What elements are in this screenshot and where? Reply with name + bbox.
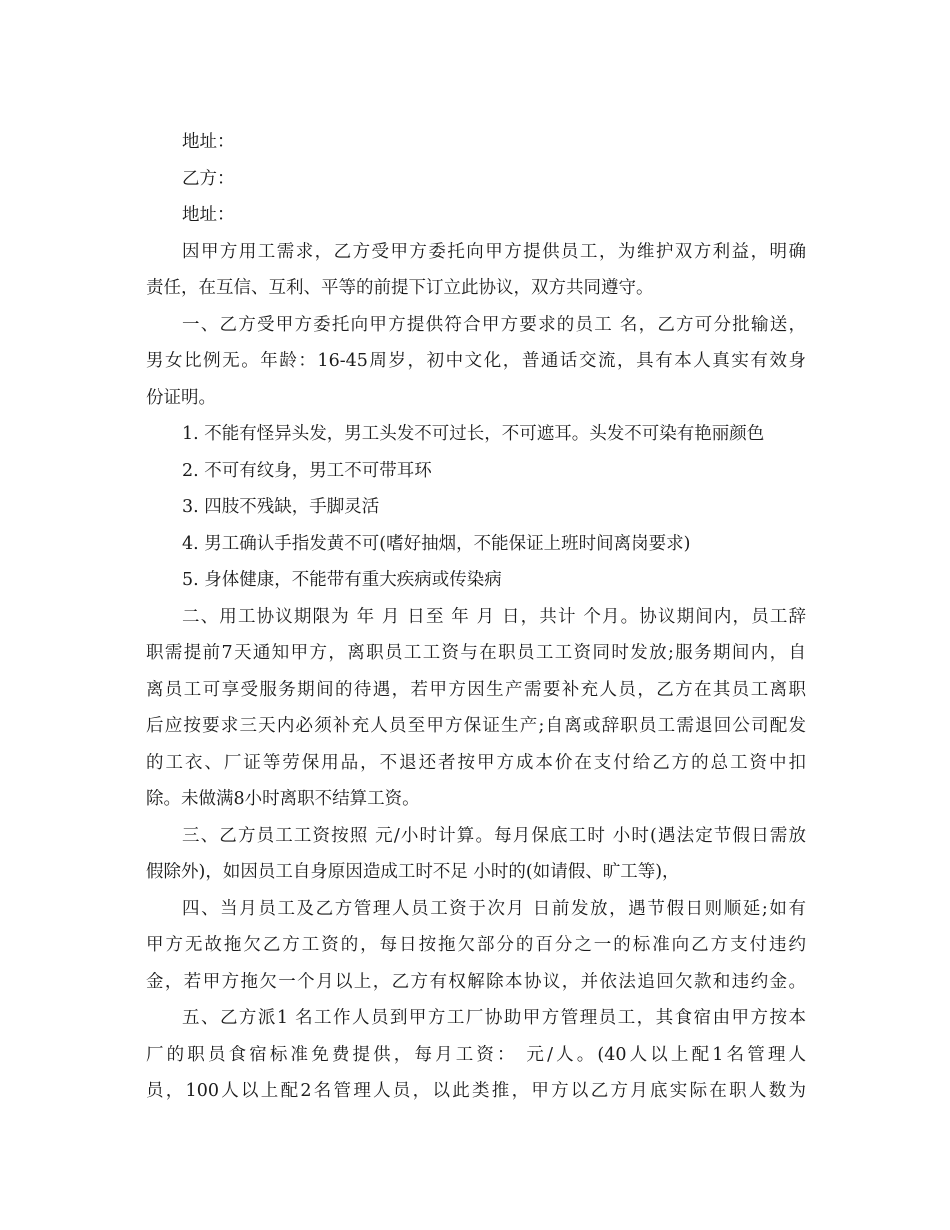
document-line: 二、用工协议期限为 年 月 日至 年 月 日，共计 个月。协议期间内，员工辞 xyxy=(182,606,806,627)
document-line: 五、乙方派1 名工作人员到甲方工厂协助甲方管理员工，其食宿由甲方按本 xyxy=(182,1008,806,1028)
document-line: 2. 不可有纹身，男工不可带耳环 xyxy=(182,460,432,481)
document-line: 三、乙方员工工资按照 元/小时计算。每月保底工时 小时(遇法定节假日需放 xyxy=(182,825,806,846)
document-line: 后应按要求三天内必须补充人员至甲方保证生产;自离或辞职员工需退回公司配发 xyxy=(146,716,806,736)
document-line: 1. 不能有怪异头发，男工头发不可过长，不可遮耳。头发不可染有艳丽颜色 xyxy=(182,424,765,444)
document-line: 员，100人以上配2名管理人员，以此类推，甲方以乙方月底实际在职人数为 xyxy=(146,1081,806,1101)
document-line: 的工衣、厂证等劳保用品，不退还者按甲方成本价在支付给乙方的总工资中扣 xyxy=(146,752,806,773)
document-body xyxy=(146,124,806,1110)
document-line: 除。未做满8小时离职不结算工资。 xyxy=(146,789,420,809)
document-line: 厂的职员食宿标准免费提供，每月工资： 元/人。(40人以上配1名管理人 xyxy=(146,1044,806,1065)
document-line: 3. 四肢不残缺，手脚灵活 xyxy=(182,497,380,517)
document-line: 地址： xyxy=(182,205,235,225)
document-line: 离员工可享受服务期间的待遇，若甲方因生产需要补充人员，乙方在其员工离职 xyxy=(146,679,806,700)
document-line: 因甲方用工需求，乙方受甲方委托向甲方提供员工，为维护双方利益，明确 xyxy=(182,241,806,262)
document-line: 男女比例无。年龄：16-45周岁，初中文化，普通话交流，具有本人真实有效身 xyxy=(146,351,806,371)
document-line: 甲方无故拖欠乙方工资的，每日按拖欠部分的百分之一的标准向乙方支付违约 xyxy=(146,935,806,955)
document-line: 一、乙方受甲方委托向甲方提供符合甲方要求的员工 名，乙方可分批输送， xyxy=(182,314,806,335)
document-line: 假除外)，如因员工自身原因造成工时不足 小时的(如请假、旷工等)， xyxy=(146,862,680,882)
document-line: 5. 身体健康，不能带有重大疾病或传染病 xyxy=(182,570,502,590)
document-line: 份证明。 xyxy=(146,387,216,408)
document-line: 金，若甲方拖欠一个月以上，乙方有权解除本协议，并依法追回欠款和违约金。 xyxy=(146,971,806,992)
document-line: 职需提前7天通知甲方，离职员工工资与在职员工工资同时发放;服务期间内，自 xyxy=(146,643,806,663)
document-line: 乙方： xyxy=(182,168,235,189)
document-line: 4. 男工确认手指发黄不可(嗜好抽烟，不能保证上班时间离岗要求) xyxy=(182,533,691,554)
document-line: 责任，在互信、互利、平等的前提下订立此协议，双方共同遵守。 xyxy=(146,278,654,298)
document-line: 四、当月员工及乙方管理人员工资于次月 日前发放，遇节假日则顺延;如有 xyxy=(182,898,806,919)
document-line: 地址： xyxy=(182,132,235,152)
